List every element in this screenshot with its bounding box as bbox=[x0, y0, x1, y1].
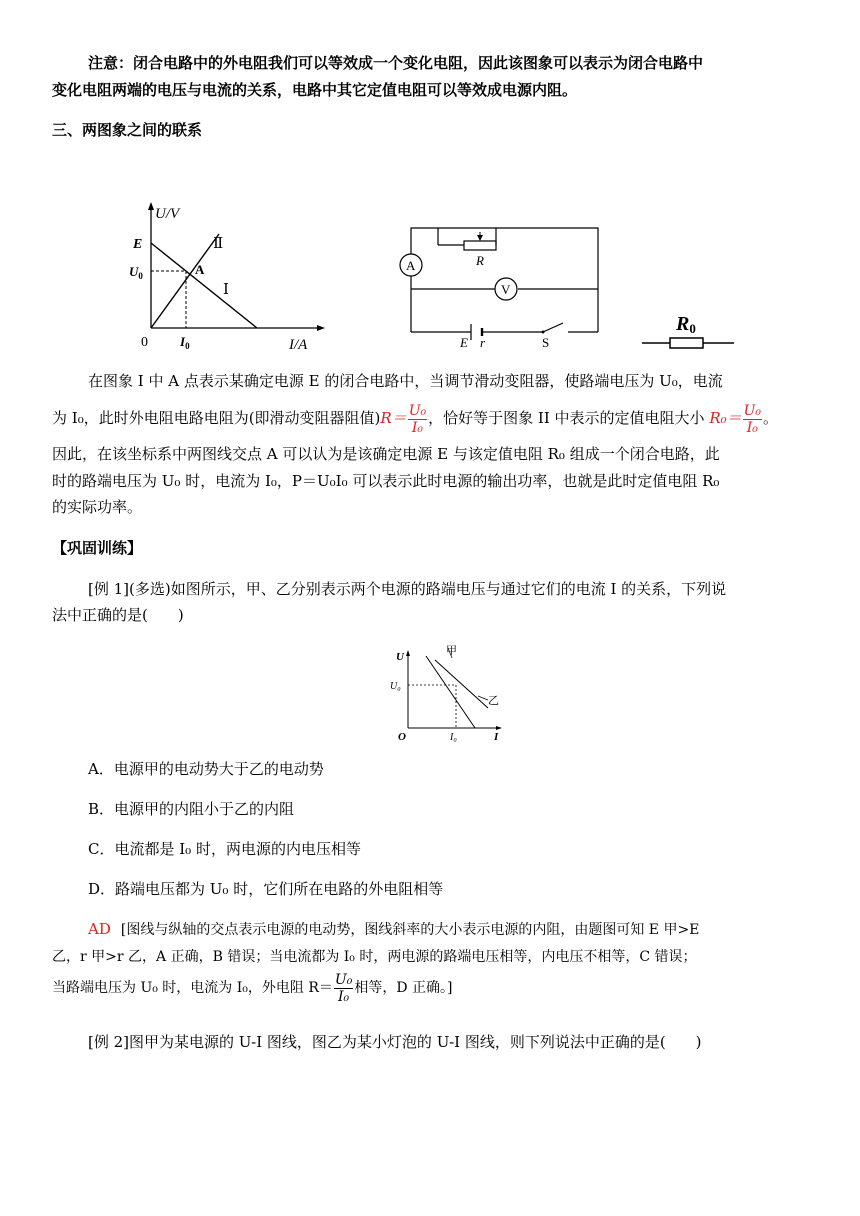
ex1-option-a: A．电源甲的电动势大于乙的电动势 bbox=[88, 760, 324, 778]
resistor-r0-symbol bbox=[640, 307, 740, 351]
line-II bbox=[151, 234, 219, 328]
ammeter-label: A bbox=[406, 258, 416, 273]
ex1-explanation-line1: AD [图线与纵轴的交点表示电源的电动势，图线斜率的大小表示电源的内阻，由题图可知 E 甲>E bbox=[88, 920, 700, 938]
circuit-diagram bbox=[398, 220, 604, 352]
ex1-yi-label: 乙 bbox=[488, 695, 499, 707]
graph1-U0-label: $U_0$ bbox=[129, 264, 143, 281]
ex1-line1: [例 1](多选)如图所示，甲、乙分别表示两个电源的路端电压与通过它们的电流 I 的关系，下列说 bbox=[88, 580, 727, 598]
para1-line2: 为 I₀，此时外电阻电路电阻为(即滑动变阻器阻值)R＝ $\frac{\text{U₀}}{\text{I₀}}$ ，恰好等于图象 II 中表示的定值电阻大小 R₀＝ $\frac{\text{U₀}}{\text{I₀}}$ 。 bbox=[52, 402, 779, 436]
ex1-option-d: D．路端电压都为 U₀ 时，它们所在电路的外电阻相等 bbox=[88, 880, 444, 898]
ex1-i0-label: I₀ bbox=[450, 732, 457, 743]
graph1-origin: 0 bbox=[141, 335, 148, 350]
ex1-option-c: C．电流都是 I₀ 时，两电源的内电压相等 bbox=[88, 840, 361, 858]
section-title: 三、两图象之间的联系 bbox=[52, 121, 203, 139]
para1-frac-1: $\frac{\text{U₀}}{\text{I₀}}$ bbox=[408, 402, 427, 436]
switch-label: S bbox=[542, 335, 550, 350]
consolidate-title: 【巩固训练】 bbox=[52, 539, 143, 557]
ex1-origin-label: O bbox=[398, 731, 406, 743]
note-label: 注意： bbox=[88, 54, 134, 72]
para1-frac-2: $\frac{\text{U₀}}{\text{I₀}}$ bbox=[743, 402, 762, 436]
graph1-I0-label: $I_0$ bbox=[180, 334, 190, 351]
ex1-ui-graph bbox=[390, 644, 510, 744]
battery-r-label: r bbox=[480, 335, 486, 350]
graph1-y-axis-label: U/V bbox=[155, 206, 180, 222]
ui-graph-1 bbox=[125, 198, 335, 358]
rheostat-label: R bbox=[476, 253, 484, 268]
graph1-line2-label: Ⅱ bbox=[213, 236, 224, 252]
ex1-frac: $\frac{\text{U₀}}{\text{I₀}}$ bbox=[334, 971, 353, 1005]
para1-R0-eq: R₀＝ bbox=[709, 409, 742, 427]
graph1-point-A: A bbox=[195, 262, 205, 277]
ex2-line1: [例 2]图甲为某电源的 U-I 图线，图乙为某小灯泡的 U-I 图线，则下列说法中正确的是( ) bbox=[88, 1033, 702, 1051]
graph1-x-axis-label: I/A bbox=[289, 337, 308, 353]
voltmeter-label: V bbox=[501, 282, 511, 297]
ex1-jia-label: 甲 bbox=[446, 645, 457, 657]
graph1-E-label: E bbox=[133, 237, 143, 252]
para1-line1: 在图象 I 中 A 点表示某确定电源 E 的闭合电路中，当调节滑动变阻器，使路端电压为 U₀，电流 bbox=[88, 372, 723, 390]
r0-label: R0 bbox=[676, 313, 696, 336]
para1-line3: 因此，在该坐标系中两图线交点 A 可以认为是该确定电源 E 与该定值电阻 R₀ 组成一个闭合电路，此 bbox=[52, 445, 720, 463]
para1-line4: 时的路端电压为 U₀ 时，电流为 I₀，P＝U₀I₀ 可以表示此时电源的输出功率，也就是此时定值电阻 R₀ bbox=[52, 472, 720, 490]
para1-line5: 的实际功率。 bbox=[52, 498, 143, 516]
graph1-line1-label: Ⅰ bbox=[223, 282, 229, 298]
ex1-answer: AD bbox=[88, 920, 111, 938]
ex1-explanation-line3: 当路端电压为 U₀ 时，电流为 I₀，外电阻 R＝ $\frac{\text{U₀}}{\text{I₀}}$ 相等，D 正确。] bbox=[52, 971, 453, 1005]
ex1-x-label: I bbox=[494, 731, 499, 743]
ex1-u0-label: U₀ bbox=[390, 681, 401, 692]
note-line-1 bbox=[88, 52, 703, 74]
ex1-line-jia bbox=[426, 656, 475, 728]
ex1-y-label: U bbox=[396, 651, 404, 663]
ex1-explanation-line2: 乙，r 甲>r 乙，A 正确，B 错误；当电流都为 I₀ 时，两电源的路端电压相等，内电压不相等，C 错误； bbox=[52, 949, 697, 965]
battery-E-label: E bbox=[460, 335, 468, 350]
ex1-line-yi bbox=[435, 660, 488, 708]
para1-R-eq: R＝ bbox=[380, 409, 407, 427]
ex1-line2: 法中正确的是( ) bbox=[52, 606, 184, 624]
note-text-1: 闭合电路中的外电阻我们可以等效成一个变化电阻，因此该图象可以表示为闭合电路中 bbox=[133, 54, 704, 72]
note-line-2: 变化电阻两端的电压与电流的关系，电路中其它定值电阻可以等效成电源内阻。 bbox=[52, 81, 578, 99]
ex1-option-b: B．电源甲的内阻小于乙的内阻 bbox=[88, 800, 295, 818]
